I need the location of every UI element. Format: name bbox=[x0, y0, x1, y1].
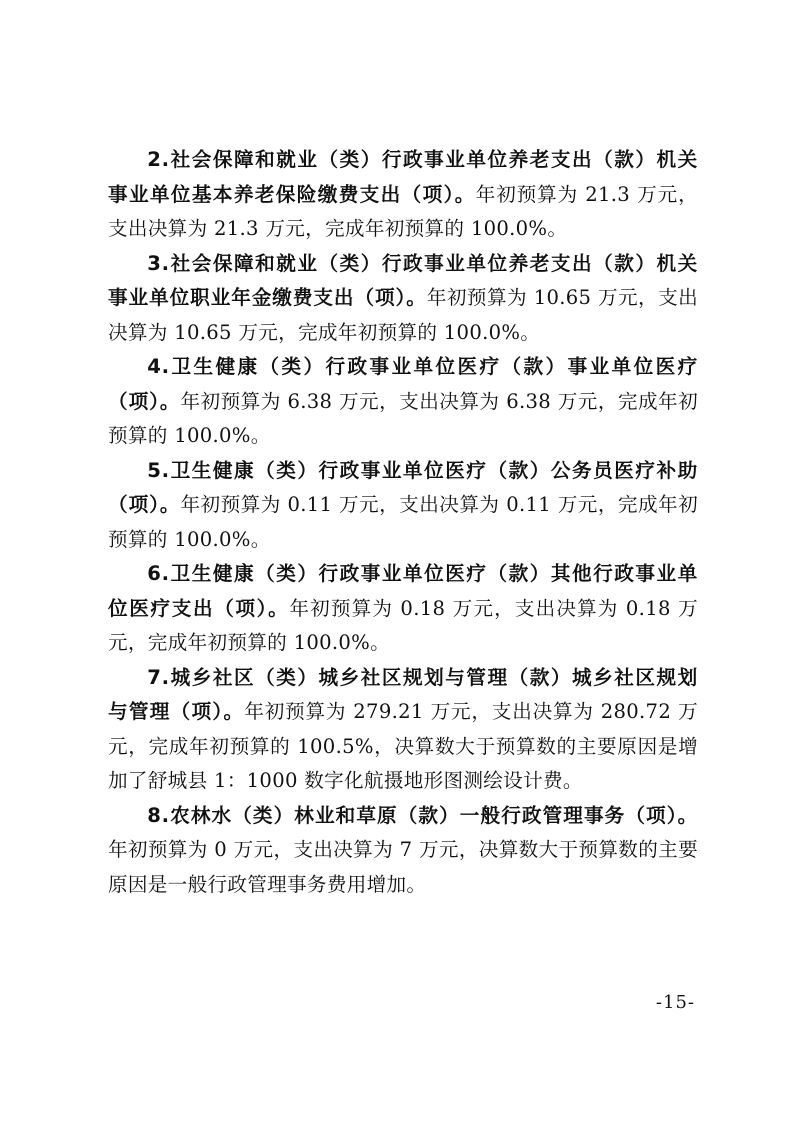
paragraph-text: 年初预算为 0.11 万元，支出决算为 0.11 万元，完成年初预算的 100.0%。 bbox=[108, 493, 698, 551]
paragraph-text: 年初预算为 279.21 万元，支出决算为 280.72 万元，完成年初预算的 100.5%，决算数大于预算数的主要原因是增加了舒城县 1：1000 数字化航摄地形图测绘设计费。 bbox=[108, 700, 698, 792]
paragraph-item-3 bbox=[108, 247, 698, 351]
document-body bbox=[108, 143, 698, 902]
paragraph-item-8 bbox=[108, 799, 698, 903]
paragraph-text: 年初预算为 0 万元，支出决算为 7 万元，决算数大于预算数的主要原因是一般行政管理事务费用增加。 bbox=[108, 838, 698, 896]
paragraph-item-6 bbox=[108, 557, 698, 661]
paragraph-item-5 bbox=[108, 454, 698, 558]
page-number: -15- bbox=[655, 992, 695, 1013]
paragraph-item-2 bbox=[108, 143, 698, 247]
paragraph-text: 年初预算为 21.3 万元，支出决算为 21.3 万元，完成年初预算的 100.0%。 bbox=[108, 182, 698, 240]
paragraph-item-4 bbox=[108, 350, 698, 454]
paragraph-text: 年初预算为 6.38 万元，支出决算为 6.38 万元，完成年初预算的 100.0%。 bbox=[108, 389, 698, 447]
paragraph-heading: 2.社会保障和就业（类）行政事业单位养老支出（款）机关事业单位基本养老保险缴费支出（项）。 bbox=[108, 148, 698, 206]
paragraph-heading: 6.卫生健康（类）行政事业单位医疗（款）其他行政事业单位医疗支出（项）。 bbox=[108, 562, 698, 620]
paragraph-heading: 7.城乡社区（类）城乡社区规划与管理（款）城乡社区规划与管理（项）。 bbox=[108, 665, 698, 723]
paragraph-text: 年初预算为 10.65 万元，支出决算为 10.65 万元，完成年初预算的 100.0%。 bbox=[108, 286, 699, 344]
paragraph-text: 年初预算为 0.18 万元，支出决算为 0.18 万元，完成年初预算的 100.0%。 bbox=[108, 596, 699, 654]
paragraph-heading: 5.卫生健康（类）行政事业单位医疗（款）公务员医疗补助（项）。 bbox=[108, 458, 698, 516]
paragraph-heading: 3.社会保障和就业（类）行政事业单位养老支出（款）机关事业单位职业年金缴费支出（项）。 bbox=[108, 251, 698, 309]
paragraph-item-7 bbox=[108, 661, 698, 799]
paragraph-heading: 8.农林水（类）林业和草原（款）一般行政管理事务（项）。 bbox=[147, 803, 698, 827]
paragraph-heading: 4.卫生健康（类）行政事业单位医疗（款）事业单位医疗（项）。 bbox=[108, 355, 698, 413]
